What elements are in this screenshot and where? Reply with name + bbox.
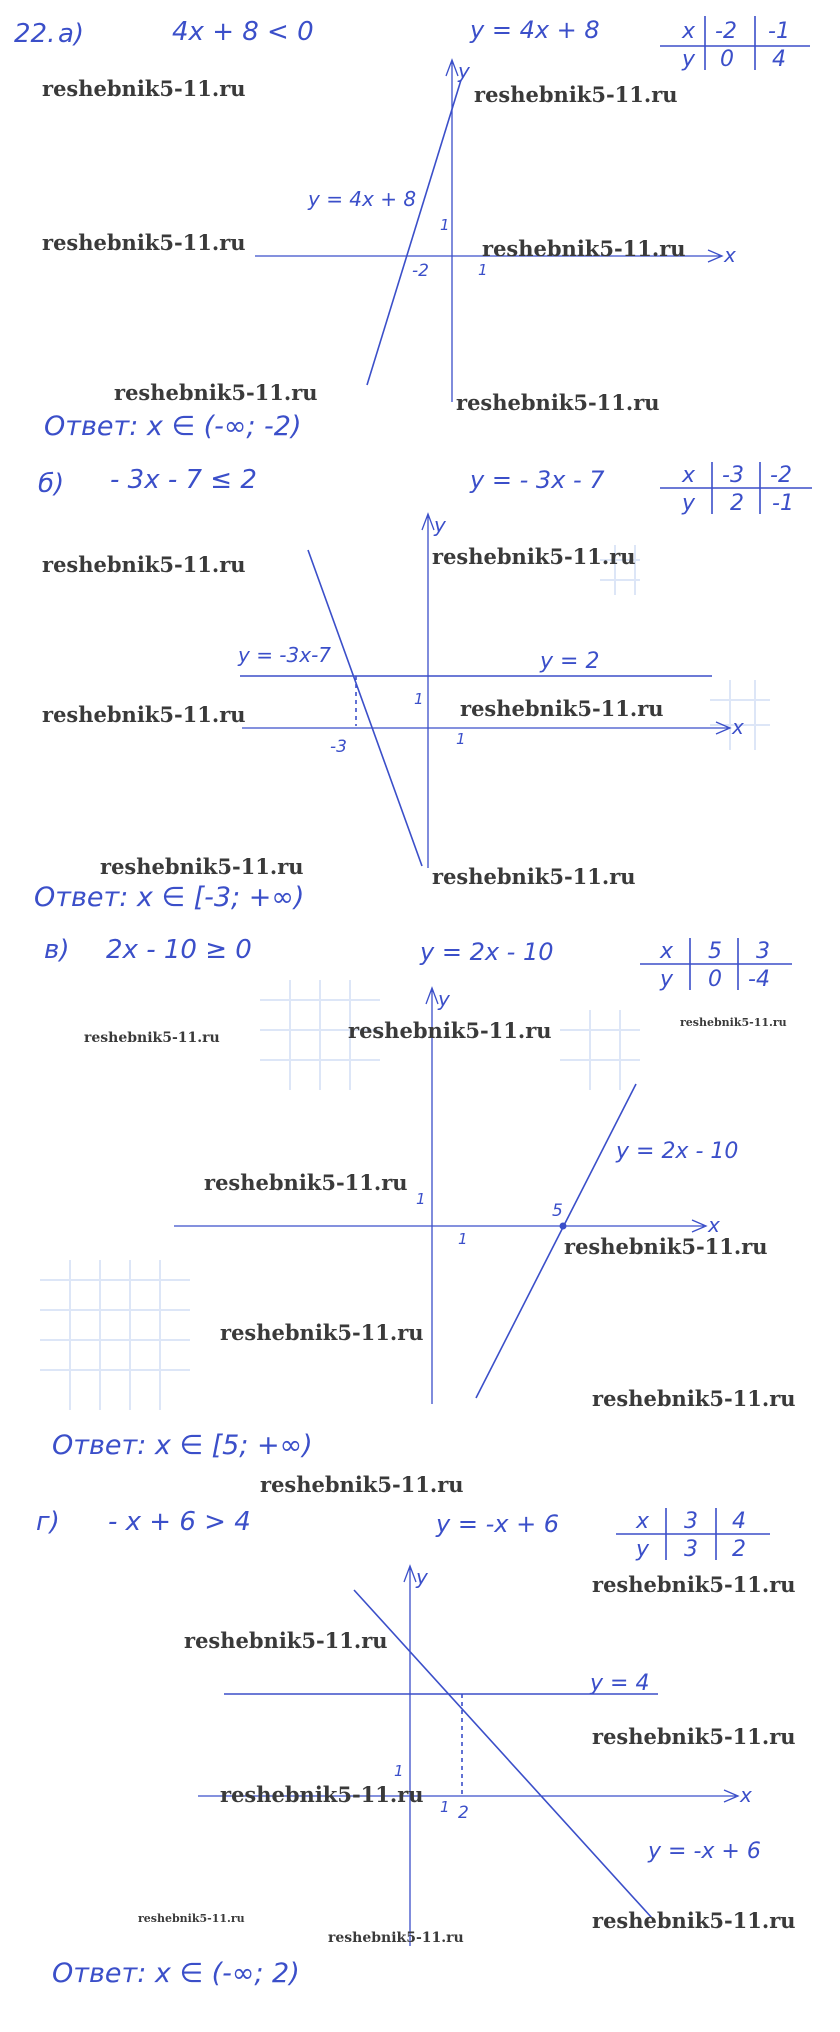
problem-b [34, 462, 812, 913]
watermark: reshebnik5-11.ru [592, 1908, 796, 1933]
problem-letter: в) [44, 935, 70, 965]
tick-label-y-one: 1 [416, 1190, 426, 1208]
tick-label-neg: -2 [412, 261, 429, 281]
value-table [616, 1508, 770, 1562]
tick-label-x-one: 1 [456, 730, 466, 748]
graph-g [198, 1565, 761, 1946]
inequality: 4x + 8 < 0 [172, 17, 314, 47]
table-y2: -4 [748, 967, 770, 992]
watermark: reshebnik5-11.ru [592, 1724, 796, 1749]
function-formula: y = -x + 6 [436, 1510, 560, 1538]
y-axis-label: y [438, 987, 450, 1011]
watermark: reshebnik5-11.ru [456, 390, 660, 415]
function-formula: y = 4x + 8 [470, 16, 600, 44]
y-axis-label: y [458, 59, 470, 83]
inequality: - x + 6 > 4 [108, 1507, 251, 1537]
y-axis-label: y [434, 513, 446, 537]
answer: Ответ: x ∈ [5; +∞) [52, 1430, 313, 1461]
watermark: reshebnik5-11.ru [42, 702, 246, 727]
table-y1: 0 [720, 47, 734, 72]
tick-label-y-one: 1 [394, 1762, 404, 1780]
watermark: reshebnik5-11.ru [220, 1782, 424, 1807]
tick-label-x-one: 1 [478, 261, 488, 279]
watermarks [42, 76, 796, 1946]
x-axis [242, 722, 730, 734]
line-label: y = 2x - 10 [616, 1139, 739, 1164]
problem-letter: г) [36, 1507, 60, 1537]
table-x-head: x [660, 939, 674, 964]
table-x2: -1 [768, 19, 790, 44]
problem-letter: б) [38, 469, 65, 499]
watermark: reshebnik5-11.ru [100, 854, 304, 879]
table-x-head: x [682, 463, 696, 488]
hline-label: y = 2 [540, 649, 600, 674]
function-formula: y = - 3x - 7 [470, 466, 605, 494]
table-y2: -1 [772, 491, 794, 516]
table-y-head: y [682, 47, 696, 72]
value-table [660, 462, 812, 516]
watermark: reshebnik5-11.ru [564, 1234, 768, 1259]
hline-label: y = 4 [590, 1671, 650, 1696]
table-x1: -3 [722, 463, 744, 488]
table-x2: -2 [770, 463, 792, 488]
line-label: y = -x + 6 [648, 1839, 761, 1864]
answer: Ответ: x ∈ [-3; +∞) [34, 882, 305, 913]
watermark: reshebnik5-11.ru [432, 864, 636, 889]
table-x-head: x [682, 19, 696, 44]
inequality: 2x - 10 ≥ 0 [106, 935, 252, 965]
table-x1: -2 [715, 19, 737, 44]
watermark: reshebnik5-11.ru [138, 1912, 245, 1925]
tick-label-pos: 5 [552, 1201, 563, 1221]
watermark: reshebnik5-11.ru [482, 236, 686, 261]
graph-line [354, 1590, 652, 1918]
value-table [660, 16, 810, 72]
table-y-head: y [682, 491, 696, 516]
watermark: reshebnik5-11.ru [42, 552, 246, 577]
y-axis-label: y [416, 1565, 428, 1589]
watermark: reshebnik5-11.ru [592, 1386, 796, 1411]
table-y-head: y [636, 1537, 650, 1562]
y-axis [426, 988, 438, 1404]
table-y2: 4 [772, 47, 786, 72]
function-formula: y = 2x - 10 [420, 938, 554, 966]
watermark: reshebnik5-11.ru [432, 544, 636, 569]
watermark: reshebnik5-11.ru [460, 696, 664, 721]
inequality: - 3x - 7 ≤ 2 [110, 465, 257, 495]
watermark: reshebnik5-11.ru [184, 1628, 388, 1653]
watermark: reshebnik5-11.ru [328, 1930, 464, 1946]
y-axis [404, 1566, 416, 1946]
watermark: reshebnik5-11.ru [474, 82, 678, 107]
line-label: y = 4x + 8 [308, 187, 417, 211]
x-axis-label: x [732, 715, 744, 739]
table-y2: 2 [732, 1537, 746, 1562]
table-y1: 3 [684, 1537, 698, 1562]
watermark: reshebnik5-11.ru [680, 1016, 787, 1029]
tick-label-neg: -3 [330, 737, 347, 757]
watermark: reshebnik5-11.ru [348, 1018, 552, 1043]
table-x2: 4 [732, 1509, 746, 1534]
table-y1: 2 [730, 491, 744, 516]
watermark: reshebnik5-11.ru [592, 1572, 796, 1597]
watermark: reshebnik5-11.ru [84, 1030, 220, 1046]
watermark: reshebnik5-11.ru [204, 1170, 408, 1195]
root-point [560, 1223, 567, 1230]
table-y-head: y [660, 967, 674, 992]
tick-label-y-one: 1 [414, 690, 424, 708]
tick-label-y-one: 1 [440, 216, 450, 234]
problem-v [44, 935, 792, 1461]
x-axis-label: x [724, 243, 736, 267]
tick-label-x-one: 1 [458, 1230, 468, 1248]
watermark: reshebnik5-11.ru [220, 1320, 424, 1345]
answer: Ответ: x ∈ (-∞; -2) [44, 411, 302, 442]
graph-a [255, 59, 736, 402]
watermark: reshebnik5-11.ru [260, 1472, 464, 1497]
line-label: y = -3x-7 [238, 643, 332, 667]
table-x-head: x [636, 1509, 650, 1534]
problem-number: 22. [14, 19, 56, 49]
table-x2: 3 [756, 939, 770, 964]
problem-letter: а) [58, 19, 85, 49]
watermark: reshebnik5-11.ru [42, 76, 246, 101]
tick-label-x-one: 1 [440, 1798, 450, 1816]
graph-line [308, 550, 422, 866]
table-x1: 3 [684, 1509, 698, 1534]
answer: Ответ: x ∈ (-∞; 2) [52, 1958, 300, 1989]
table-x1: 5 [708, 939, 722, 964]
value-table [640, 938, 792, 992]
table-y1: 0 [708, 967, 722, 992]
watermark: reshebnik5-11.ru [42, 230, 246, 255]
x-axis-label: x [740, 1783, 752, 1807]
watermark: reshebnik5-11.ru [114, 380, 318, 405]
x-axis-label: x [708, 1213, 720, 1237]
tick-label-pos: 2 [458, 1803, 469, 1823]
x-axis [174, 1220, 706, 1232]
